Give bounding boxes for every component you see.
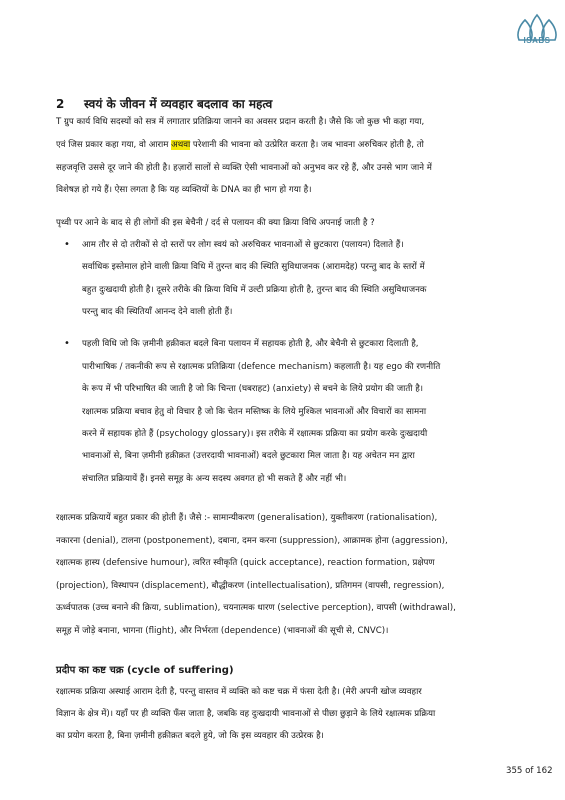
bullet-line: रक्षात्मक प्रक्रिया बचाव हेतु वो विचार है जो कि चेतन मस्तिष्क के लिये मुश्किल भावनाओं और विचारों का सामना — [82, 407, 427, 417]
page-number: 355 of 162 — [506, 766, 553, 776]
logo-text: ISABS — [523, 36, 551, 45]
question-line: पृथ्वी पर आने के बाद से ही लोगों की इस बेचैनी / दर्द से पलायन की क्या क्रिया विधि अपनाई जाती है ? — [56, 218, 375, 228]
paragraph-line: विज्ञान के क्षेत्र में)। यहाँ पर ही व्यक्ति फँस जाता है, जबकि वह दुःखदायी भावनाओं से पीछा छुड़ाने के लिये रक्षात्मक प्रक्रिया — [56, 709, 436, 719]
paragraph-line: समूह में जोड़े बनाना, भागना (flight), और निर्भरता (dependence) (भावनाओं की सूची से, CNVC)। — [56, 626, 389, 636]
paragraph-line: रक्षात्मक प्रक्रिया अस्थाई आराम देती है, परन्तु वास्तव में व्यक्ति को कष्ट चक्र में फंसा देती है। (मेरी अपनी खोज व्यवहार — [56, 687, 422, 697]
bullet-marker: • — [64, 338, 70, 349]
paragraph-line: (projection), विस्थापन (displacement), बौद्धीकरण (intellectualisation), प्रतिगमन (वापसी, regression), — [56, 581, 445, 591]
section-title: स्वयं के जीवन में व्यवहार बदलाव का महत्व — [84, 97, 273, 111]
bullet-line: के रूप में भी परिभाषित की जाती है जो कि चिन्ता (घबराहट) (anxiety) से बचने के लिये प्रयोग की जाती है। — [82, 384, 424, 394]
paragraph-line: नकारना (denial), टालना (postponement), दबाना, दमन करना (suppression), आक्रामक होना (aggression), — [56, 536, 448, 546]
bullet-marker: • — [64, 239, 70, 250]
paragraph-line: ऊर्ध्वपातक (उच्च बनाने की क्रिया, sublimation), चयनात्मक धारण (selective perception), वापसी (withdrawal), — [56, 603, 456, 613]
section-number: 2 — [56, 97, 65, 111]
paragraph-line: एवं जिस प्रकार कहा गया, वो आराम अथवा परेशानी की भावना को उत्प्रेरित करता है। जब भावना अरुचिकर होती है, तो — [56, 140, 424, 150]
paragraph-line: विशेषज्ञ हो गये हैं। ऐसा लगता है कि यह व्यक्तियों के DNA का ही भाग हो गया है। — [56, 185, 312, 195]
bullet-line: बहुत दुःखदायी होती है। दूसरे तरीके की क्रिया विधि में उल्टी प्रक्रिया होती है, तुरन्त बाद की स्थिति असुविधाजनक — [82, 285, 427, 295]
paragraph-line: रक्षात्मक हास्य (defensive humour), त्वरित स्वीकृति (quick acceptance), reaction formation, प्रक्षेपण — [56, 558, 435, 568]
bullet-line: करने में सहायक होते हैं (psychology glossary)। इस तरीके में रक्षात्मक प्रक्रिया का प्रयोग करके दुःखदायी — [82, 429, 428, 439]
section-heading — [56, 95, 272, 112]
subsection-heading: प्रदीप का कष्ट चक्र (cycle of suffering) — [56, 665, 234, 676]
highlighted-word: अथवा — [171, 140, 191, 150]
bullet-line: सर्वाधिक इस्तेमाल होने वाली क्रिया विधि में तुरन्त बाद की स्थिति सुविधाजनक (आरामदेह) परन्तु बाद के स्तरों में — [82, 262, 425, 272]
paragraph-line: सहजवृत्ति उससे दूर जाने की होती है। हज़ारों सालों से व्यक्ति ऐसी भावनाओं को अनुभव कर रहे हैं, और उनसे भाग जाने में — [56, 163, 432, 173]
bullet-line: पारीभाषिक / तकनीकी रूप से रक्षात्मक प्रतिक्रिया (defence mechanism) कहलाती है। यह ego की रणनीति — [82, 362, 441, 372]
paragraph-line: का प्रयोग करता है, बिना ज़मीनी हक़ीक़त बदले हुये, जो कि इस व्यवहार की उत्प्रेरक है। — [56, 731, 324, 741]
bullet-line: आम तौर से दो तरीकों से दो स्तरों पर लोग स्वयं को अरुचिकर भावनाओं से छुटकारा (पलायन) दिलाते हैं। — [82, 240, 404, 250]
bullet-line: परन्तु बाद की स्थितियाँ आनन्द देने वाली होती हैं। — [82, 307, 233, 317]
bullet-line: संचालित प्रक्रियायें हैं। इनसे समूह के अन्य सदस्य अवगत हो भी सकते हैं और नहीं भी। — [82, 474, 347, 484]
bullet-line: भावनाओं से, बिना ज़मीनी हक़ीक़त (उत्तरदायी भावनाओं) बदले छुटकारा मिल जाता है। यह अचेतन मन द्वारा — [82, 451, 415, 461]
paragraph-line: रक्षात्मक प्रक्रियायें बहुत प्रकार की होती हैं। जैसे :- सामान्यीकरण (generalisation), युक्तीकरण (rationalisation), — [56, 513, 438, 523]
bullet-line: पहली विधि जो कि ज़मीनी हक़ीकत बदले बिना पलायन में सहायक होती है, और बेचैनी से छुटकारा दिलाती है, — [82, 339, 419, 349]
paragraph-line: T ग्रुप कार्य विधि सदस्यों को सत्र में लगातार प्रतिक्रिया जानने का अवसर प्रदान करती है। जैसे कि जो कुछ भी कहा गया, — [56, 117, 425, 127]
